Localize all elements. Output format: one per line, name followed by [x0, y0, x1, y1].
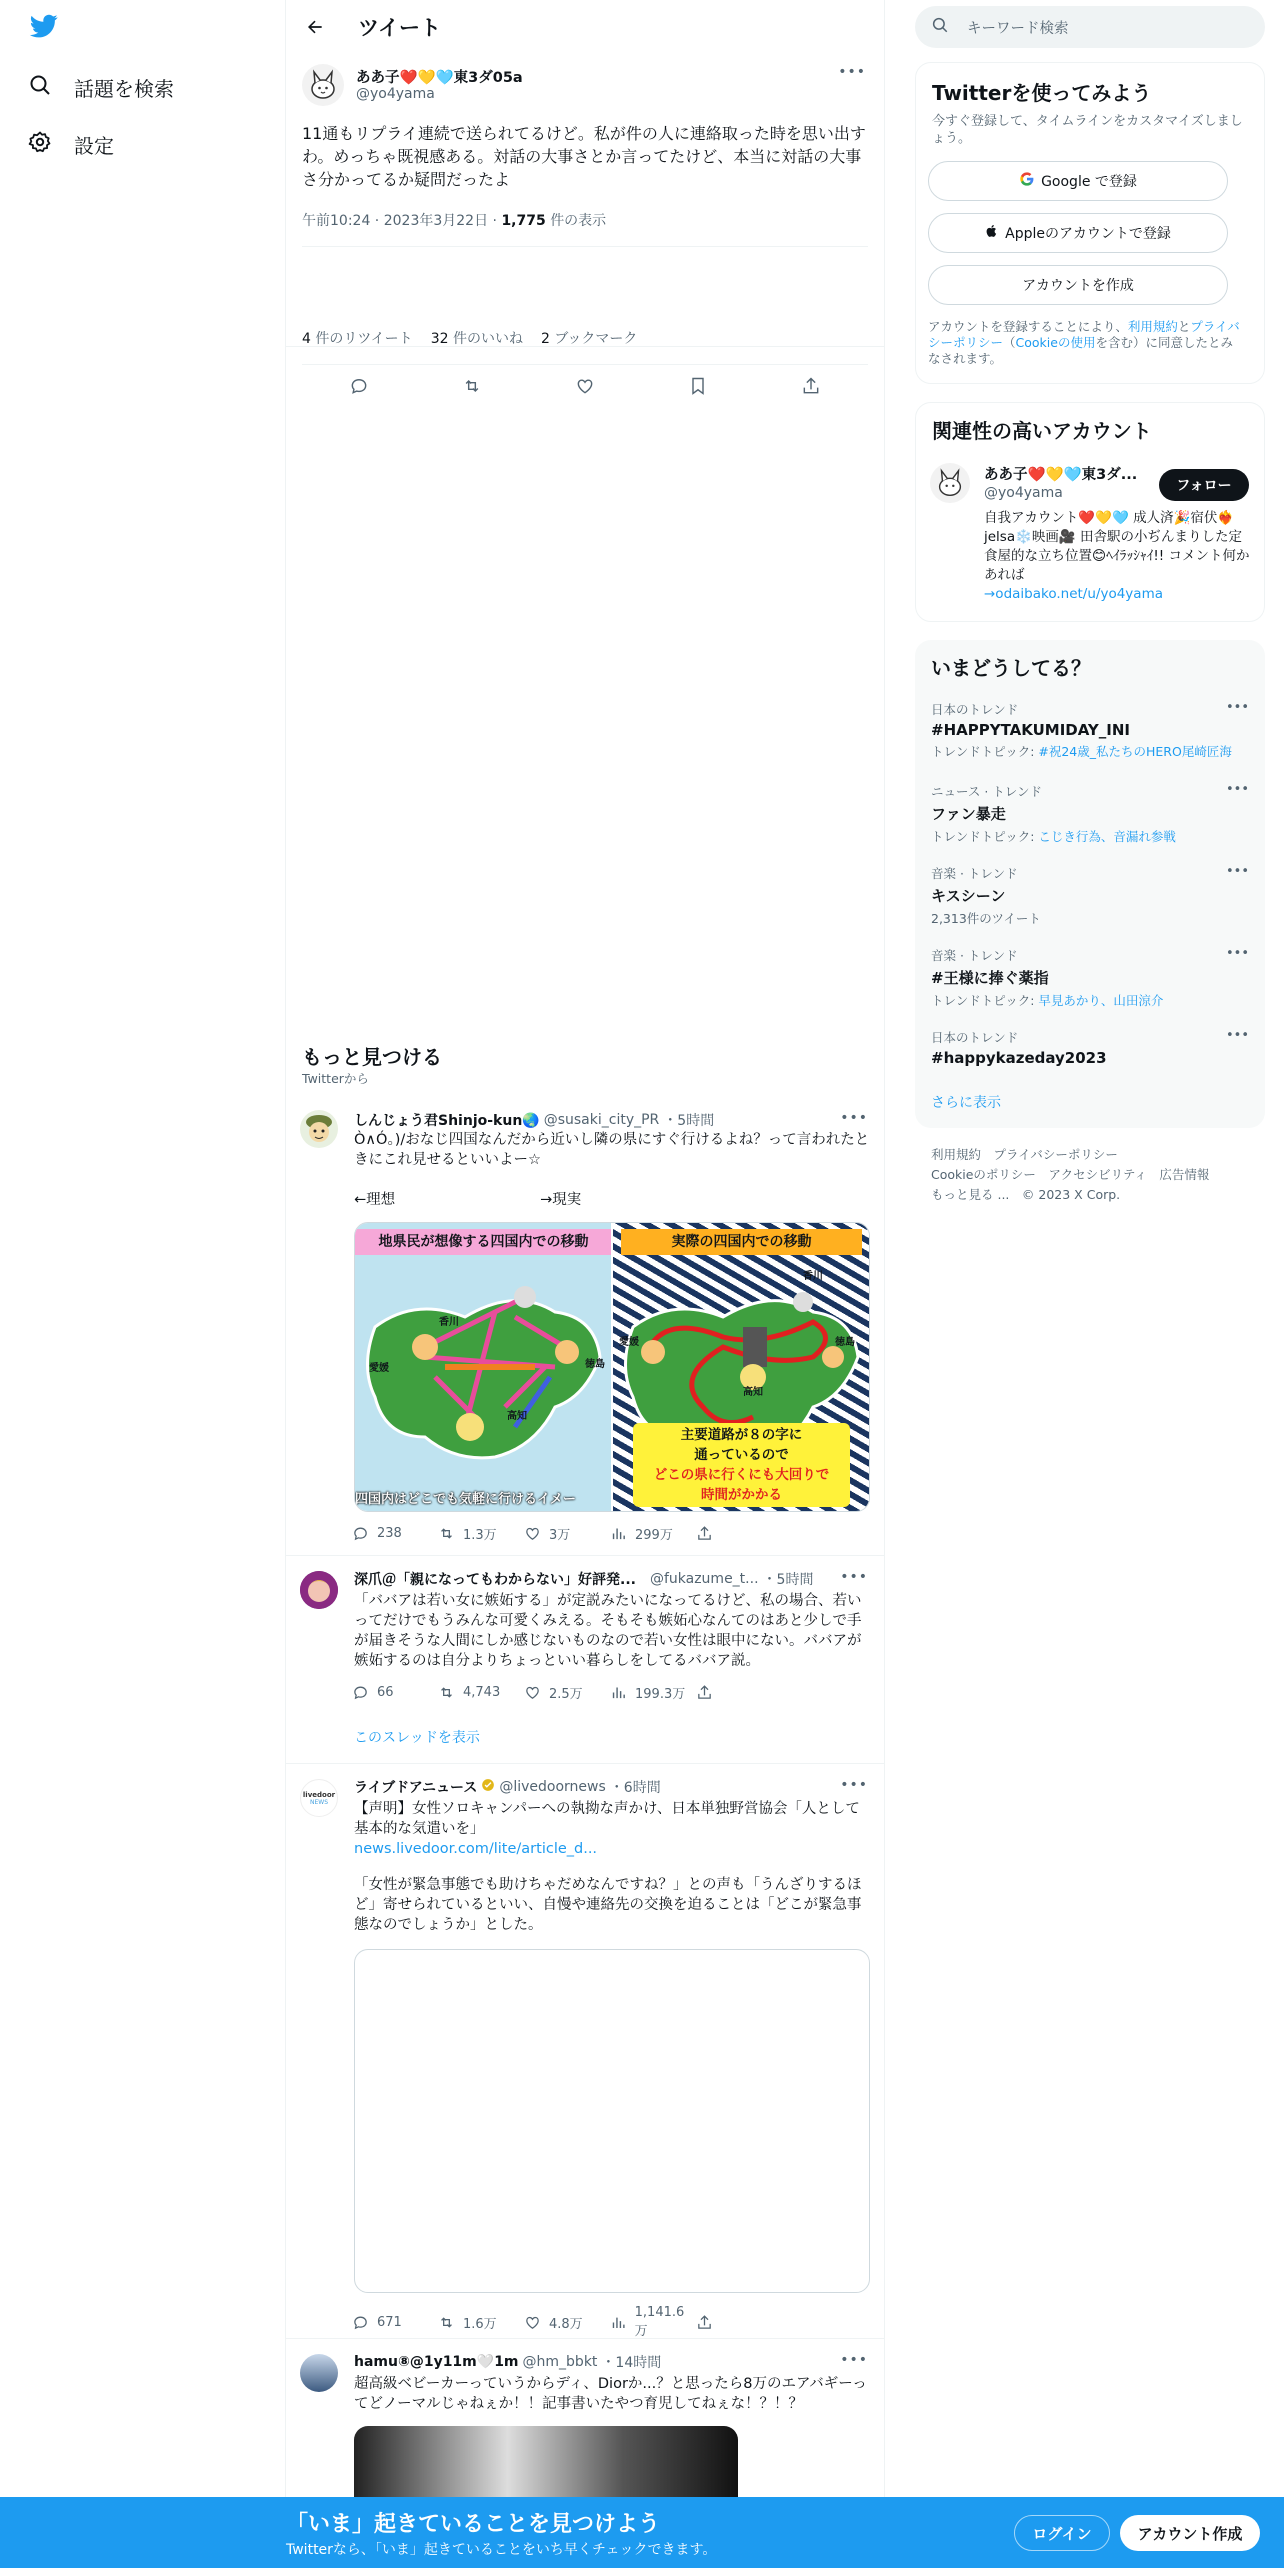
signup-terms [928, 319, 1244, 367]
trend-sub-label: トレンドトピック: [931, 993, 1039, 1008]
tweet-link[interactable]: news.livedoor.com/lite/article_d... [354, 1841, 598, 1857]
search-input[interactable]: キーワード検索 [967, 20, 1069, 37]
like-button[interactable] [524, 1524, 610, 1543]
trend-sub-link[interactable]: 早見あかり、山田涼介 [1038, 993, 1164, 1008]
related-name[interactable]: ああ子❤️💛🩵東3ダ... [984, 467, 1138, 483]
image-left-label: 香川 [439, 1317, 459, 1328]
retweet-button[interactable] [438, 2313, 524, 2332]
search-icon [931, 16, 949, 38]
more-icon[interactable]: ••• [840, 1110, 868, 1126]
more-icon[interactable]: ••• [1225, 700, 1249, 715]
signup-title: Twitterを使ってみよう [932, 81, 1152, 105]
more-icon[interactable]: ••• [1225, 864, 1249, 879]
footer-links [931, 1145, 1251, 1205]
image-left-caption: 四国内はどこでも気軽に行けるイメー [355, 1492, 576, 1507]
tweet-text: 【声明】女性ソロキャンパーへの執拗な声かけ、日本単独野営協会「人として基本的な気遣いを」 [354, 1801, 860, 1837]
more-icon[interactable]: ••• [1225, 1028, 1249, 1043]
share-icon[interactable] [801, 376, 821, 400]
apple-signup-button[interactable] [928, 213, 1228, 253]
retweet-button[interactable] [438, 1524, 524, 1543]
search-icon [28, 73, 52, 102]
list-item[interactable] [286, 1096, 884, 1556]
apple-icon [985, 223, 999, 243]
tweet-media[interactable] [354, 1222, 870, 1512]
cookie-link[interactable]: Cookieの使用 [1015, 335, 1096, 350]
author-name[interactable]: 深爪＠「親になってもわからない」好評発... [354, 1572, 636, 1588]
verified-badge-icon [481, 1778, 495, 1796]
bookmark-icon[interactable] [688, 376, 708, 400]
trend-category: 日本のトレンド [931, 1030, 1019, 1045]
trend-item[interactable] [931, 1028, 1249, 1067]
avatar[interactable] [300, 1779, 338, 1817]
avatar[interactable] [300, 2354, 338, 2392]
discover-subtitle: Twitterから [302, 1071, 369, 1086]
reply-count: 671 [377, 2314, 402, 2330]
footer-link[interactable]: 広告情報 [1159, 1167, 1210, 1182]
terms-text: （ [1003, 335, 1016, 350]
trend-category: 音楽 · トレンド [931, 866, 1018, 881]
image-right-caption: 主要道路が８の字に [680, 1427, 803, 1443]
share-icon[interactable] [696, 1525, 782, 1542]
tweet-views-label: 件の表示 [550, 213, 607, 229]
author-handle[interactable]: @livedoornews [499, 1779, 606, 1795]
left-sidebar [0, 0, 285, 2568]
related-accounts-card [915, 402, 1265, 622]
show-thread-link[interactable]: このスレッドを表示 [354, 1730, 480, 1746]
avatar-text: NEWS [309, 1798, 329, 1806]
trend-category: ニュース · トレンド [931, 784, 1042, 799]
create-account-label: アカウントを作成 [1022, 278, 1134, 294]
terms-text: アカウントを登録することにより、 [928, 319, 1128, 334]
share-icon[interactable] [696, 2314, 782, 2331]
image-right-label: 愛媛 [619, 1337, 639, 1348]
tweet-time[interactable]: 午前10:24 [302, 213, 371, 229]
more-icon[interactable]: ••• [1225, 782, 1249, 797]
nav-settings[interactable] [28, 124, 114, 164]
trend-sub-link[interactable]: #祝24歳_私たちのHERO尾崎匠海 [1038, 744, 1232, 759]
tweet-header [354, 1777, 870, 1797]
trend-item[interactable] [931, 700, 1249, 760]
image-left-label: 高知 [507, 1411, 527, 1422]
trend-title: キスシーン [931, 887, 1006, 905]
image-left-label: 徳島 [585, 1359, 605, 1370]
nav-settings-label: 設定 [74, 133, 114, 158]
twitter-bird-icon[interactable] [28, 12, 62, 42]
tweet-header [354, 2352, 870, 2372]
related-title: 関連性の高いアカウント [932, 419, 1152, 443]
media-image-right [613, 1223, 869, 1512]
author-name[interactable]: ああ子❤️💛🩵東3ダ05a [356, 70, 523, 86]
more-icon[interactable]: ••• [840, 1569, 868, 1585]
bookmark-count-link[interactable] [541, 328, 637, 348]
nav-explore[interactable] [28, 67, 174, 107]
tweet-header [354, 1110, 870, 1130]
footer-link[interactable]: Cookieのポリシー [931, 1167, 1036, 1182]
google-signup-button[interactable] [928, 161, 1228, 201]
discover-title: もっと見つける [302, 1045, 442, 1069]
list-item[interactable] [286, 1557, 884, 1764]
bookmark-count: 2 [540, 331, 550, 347]
tweet-time[interactable]: ・5時間 [762, 1572, 814, 1588]
copyright: © 2023 X Corp. [1021, 1187, 1121, 1202]
reply-count: 238 [377, 1526, 402, 1541]
retweet-count: 4 [302, 331, 311, 347]
tweet-meta: 午前10:24 · 2023年3月22日 · 1,775 件の表示 [302, 213, 607, 229]
tweet-media[interactable] [354, 2426, 738, 2506]
divider [302, 246, 868, 247]
like-count: 32 [430, 331, 449, 347]
trend-sub-label: 2,313件のツイート [931, 911, 1041, 926]
image-right-label: 徳島 [835, 1337, 855, 1348]
like-icon[interactable] [575, 376, 595, 400]
trends-title: いまどうしてる？ [931, 656, 1091, 680]
retweet-count-link[interactable] [302, 328, 413, 348]
divider [302, 364, 868, 365]
create-account-button[interactable] [928, 265, 1228, 305]
retweet-count: 1.6万 [463, 2316, 497, 2332]
tweet-stats-row [302, 328, 637, 348]
follow-button[interactable]: フォロー [1159, 469, 1249, 501]
related-bio-link[interactable]: →odaibako.net/u/yo4yama [984, 586, 1163, 602]
tweet-time[interactable]: ・5時間 [663, 1113, 715, 1129]
nav-explore-label: 話題を検索 [74, 76, 174, 101]
apple-signup-label: Appleのアカウントで登録 [1005, 226, 1171, 242]
view-count: 199.3万 [635, 1687, 686, 1702]
tweet-actions [352, 1683, 782, 1702]
tweet-views: 1,775 [501, 213, 546, 229]
signup-button[interactable]: アカウント作成 [1120, 2515, 1260, 2551]
like-count: 4.8万 [549, 2316, 583, 2332]
trend-title: #happykazeday2023 [931, 1049, 1107, 1067]
media-image-left [355, 1223, 611, 1512]
image-right-label: 高知 [743, 1387, 763, 1398]
google-signup-label: Google で登録 [1041, 174, 1137, 190]
tweet-actions [352, 1524, 782, 1543]
trend-sub-label: トレンドトピック: [931, 829, 1039, 844]
page-header [286, 0, 884, 54]
reply-button[interactable] [352, 1684, 438, 1701]
like-count: 2.5万 [549, 1687, 583, 1702]
avatar[interactable] [302, 64, 344, 106]
related-handle[interactable]: @yo4yama [984, 485, 1063, 501]
image-right-title: 実際の四国内での移動 [621, 1229, 862, 1255]
tweet-actions [302, 374, 868, 402]
image-right-caption: 通っているので [694, 1447, 789, 1463]
tweet-time[interactable]: ・6時間 [609, 1780, 661, 1796]
like-button[interactable] [524, 2313, 610, 2332]
views-button[interactable] [610, 1524, 696, 1543]
author-name[interactable]: hamu⑧@1y11m🤍1m [354, 2354, 519, 2370]
view-count: 1,141.6万 [634, 2305, 685, 2339]
more-icon[interactable]: ••• [1225, 946, 1249, 961]
tweet-date[interactable]: 2023年3月22日 [383, 213, 489, 229]
avatar[interactable] [300, 1110, 338, 1148]
gear-icon [28, 130, 52, 159]
retweet-button[interactable] [438, 1684, 524, 1701]
trend-item[interactable] [931, 946, 1249, 1009]
author-handle[interactable]: @yo4yama [356, 86, 435, 102]
signup-subtitle: 今すぐ登録して、タイムラインをカスタマイズしましょう。 [932, 114, 1243, 146]
reply-count: 66 [377, 1685, 394, 1700]
tweet-text-2: 「女性が緊急事態でも助けちゃだめなんですね？」との声も「うんざりするほど」寄せられているといい、自慢や連絡先の交換を迫ることは「どこが緊急事態なのでしょうか」とした。 [354, 1877, 862, 1933]
search-box[interactable] [915, 6, 1265, 48]
bottom-subtitle: Twitterなら、「いま」起きていることをいち早くチェックできます。 [286, 2542, 717, 2558]
image-left-label: 愛媛 [369, 1363, 389, 1374]
image-right-caption: どこの県に行くにも大回りで [653, 1467, 830, 1483]
trend-title: ファン暴走 [931, 805, 1006, 823]
main-column [285, 0, 885, 2500]
retweet-count: 4,743 [463, 1685, 501, 1700]
more-icon[interactable]: ••• [840, 2352, 868, 2368]
avatar[interactable] [300, 1571, 338, 1609]
show-more-link[interactable]: さらに表示 [931, 1095, 1001, 1111]
like-count-label: 件のいいね [452, 331, 523, 347]
terms-link[interactable]: 利用規約 [1127, 319, 1178, 334]
footer-link[interactable]: プライバシーポリシー [993, 1147, 1118, 1162]
avatar[interactable] [930, 463, 970, 503]
trend-item[interactable] [931, 864, 1249, 927]
tweet-actions [352, 2305, 782, 2339]
image-right-caption-box [633, 1423, 850, 1507]
tweet-text: 11通もリプライ連続で送られてるけど。私が件の人に連絡取った時を思い出すわ。めっちゃ既視感ある。対話の大事さとか言ってたけど、本当に対話の大事さ分かってるか疑問だったよ [302, 124, 866, 189]
image-right-caption: 時間がかかる [701, 1487, 782, 1503]
views-button[interactable] [610, 2305, 696, 2339]
bottom-signup-bar [0, 2497, 1284, 2568]
page-title: ツイート [358, 16, 441, 40]
tweet-header [354, 1569, 870, 1589]
like-button[interactable] [524, 1683, 610, 1702]
retweet-count-label: 件のリツイート [315, 331, 413, 347]
related-bio-text: 自我アカウント❤️💛🩵 成人済🎉宿伏❤️‍🔥jelsa❄️映画🎥 田舎駅の小ぢんまりした定食屋的な立ち位置😊ﾍｲﾗｯｼｬｲ!! コメント何かあれば [984, 510, 1250, 583]
author-name[interactable]: ライブドアニュース [354, 1780, 478, 1796]
trends-card [915, 640, 1265, 1128]
terms-text: を含む）に同意したとみなされます。 [928, 335, 1233, 366]
author-name[interactable]: しんじょう君Shinjo-kun🌏 [354, 1113, 540, 1129]
tweet-text: 超高級ベビーカーっていうからディ、Diorか...？と思ったら8万のエアバギーってどノーマルじゃねぇか！！記事書いたやつ育児してねぇな！？！？ [354, 2376, 867, 2412]
back-arrow-icon[interactable] [302, 14, 328, 40]
trend-category: 音楽 · トレンド [931, 948, 1018, 963]
bottom-title: 「いま」起きていることを見つけよう [286, 2512, 661, 2537]
reply-button[interactable] [352, 1525, 438, 1542]
related-bio [984, 509, 1254, 604]
tweet-text: Ò∧Ó。)/おなじ四国なんだから近いし隣の県にすぐ行けるよね？って言われたときにこれ見せるといいよー☆ ←理想 →現実 [354, 1132, 870, 1208]
terms-text: と [1177, 319, 1191, 334]
tweet-time[interactable]: ・14時間 [601, 2355, 662, 2371]
retweet-count: 1.3万 [463, 1528, 497, 1543]
reply-button[interactable] [352, 2314, 438, 2331]
trend-sub-link[interactable]: こじき行為、音漏れ参戦 [1038, 829, 1176, 844]
tweet-text: 「ババアは若い女に嫉妬する」が定説みたいになってるけど、私の場合、若いってだけでもうみんな可愛くみえる。そもそも嫉妬心なんてのはあと少しで手が届きそうな人間にしか感じないものなので若い女性は眼中にない。ババアが嫉妬するのは自分よりちょっといい暮らしをしてるババア説。 [354, 1593, 862, 1669]
image-left-title: 地県民が想像する四国内での移動 [355, 1229, 611, 1255]
trend-title: #王様に捧ぐ薬指 [931, 969, 1049, 987]
login-button[interactable]: ログイン [1014, 2515, 1110, 2551]
avatar-text: livedoor [302, 1790, 336, 1799]
like-count: 3万 [549, 1528, 571, 1543]
author-handle[interactable]: @hm_bbkt [522, 2354, 598, 2370]
reply-icon[interactable] [349, 376, 369, 400]
more-icon[interactable]: ••• [840, 1777, 868, 1793]
views-button[interactable] [610, 1683, 696, 1702]
link-card[interactable] [354, 1949, 870, 2293]
retweet-icon[interactable] [462, 376, 482, 400]
trend-category: 日本のトレンド [931, 702, 1019, 717]
footer-link[interactable]: アクセシビリティ [1048, 1167, 1147, 1182]
privacy-link[interactable]: プライバシーポリシー [928, 319, 1240, 350]
more-icon[interactable]: ••• [838, 64, 866, 80]
image-right-label: 香川 [803, 1271, 823, 1282]
like-count-link[interactable] [431, 328, 523, 348]
google-icon [1019, 171, 1035, 191]
list-item[interactable] [286, 1765, 884, 2339]
author-handle[interactable]: @fukazume_t... [649, 1571, 759, 1587]
divider [286, 346, 884, 347]
share-icon[interactable] [696, 1684, 782, 1701]
footer-link[interactable]: 利用規約 [931, 1147, 982, 1162]
list-item[interactable] [286, 2340, 884, 2500]
signup-card [915, 62, 1265, 384]
footer-link[interactable]: もっと見る ... [931, 1187, 1010, 1202]
view-count: 299万 [635, 1528, 673, 1543]
trend-sub-label: トレンドトピック: [931, 744, 1039, 759]
trend-item[interactable] [931, 782, 1249, 845]
author-handle[interactable]: @susaki_city_PR [543, 1112, 660, 1128]
trend-title: #HAPPYTAKUMIDAY_INI [931, 721, 1131, 739]
bookmark-count-label: ブックマーク [554, 331, 638, 347]
